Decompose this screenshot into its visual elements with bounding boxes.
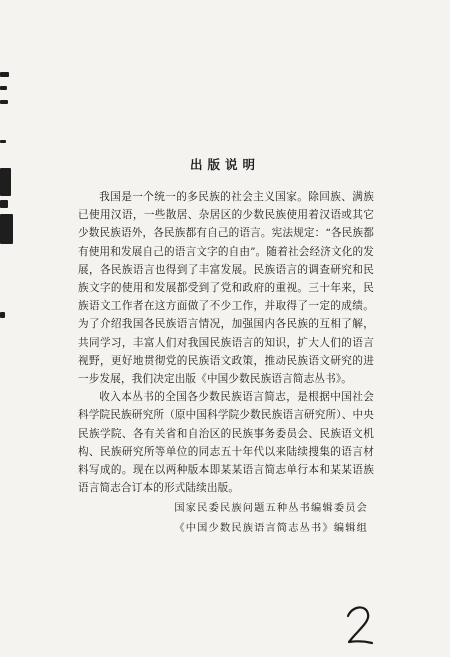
binding-edge: [0, 0, 14, 657]
scan-artifact: [0, 86, 7, 90]
page-title: 出版说明: [189, 157, 260, 172]
scan-artifact: [0, 100, 8, 104]
paragraph-1: 我国是一个统一的多民族的社会主义国家。除回族、满族已使用汉语，一些散居、杂居区的少数民族使用着汉语或其它少数民族语外，各民族都有自己的语言。宪法规定：“各民族都有使用和发展自己的语言文字的自由”。随着社会经济文化的发展，各民族语言也得到了丰富发展。民族语言的调查研究和民族文字的使用和发展都受到了党和政府的重视。三十年来，民族语文工作者在这方面做了不少工作，并取得了一定的成绩。为了介绍我国各民族语言情况，加强国内各民族的互相了解，共同学习，丰富人们对我国民族语言的知识，扩大人们的语言视野，更好地贯彻党的民族语文政策，推动民族语文研究的进一步发展，我们决定出版《中国少数民族语言简志丛书》。: [78, 191, 374, 386]
scan-artifact: [0, 140, 6, 143]
scan-artifact: [0, 214, 13, 244]
scan-artifact: [0, 200, 8, 208]
signature-block: [174, 499, 368, 539]
scan-artifact: [0, 72, 9, 77]
scan-artifact: [0, 312, 5, 318]
signature-committee: 国家民委民族问题五种丛书编辑委员会: [174, 503, 368, 514]
handwritten-page-number: [340, 600, 380, 650]
paragraph-2: 收入本丛书的全国各少数民族语言简志，是根据中国社会科学院民族研究所（原中国科学院少数民族语言研究所）、中央民族学院、各有关省和自治区的民族事务委员会、民族语文机构、民族研究所等单位的同志五十年代以来陆续搜集的语言材料写成的。现在以两种版本即某某语言简志单行本和某某语族语言简志合订本的形式陆续出版。: [78, 391, 374, 495]
body-text: [78, 188, 374, 497]
signature-editorial-group: 《中国少数民族语言简志丛书》编辑组: [174, 523, 368, 534]
